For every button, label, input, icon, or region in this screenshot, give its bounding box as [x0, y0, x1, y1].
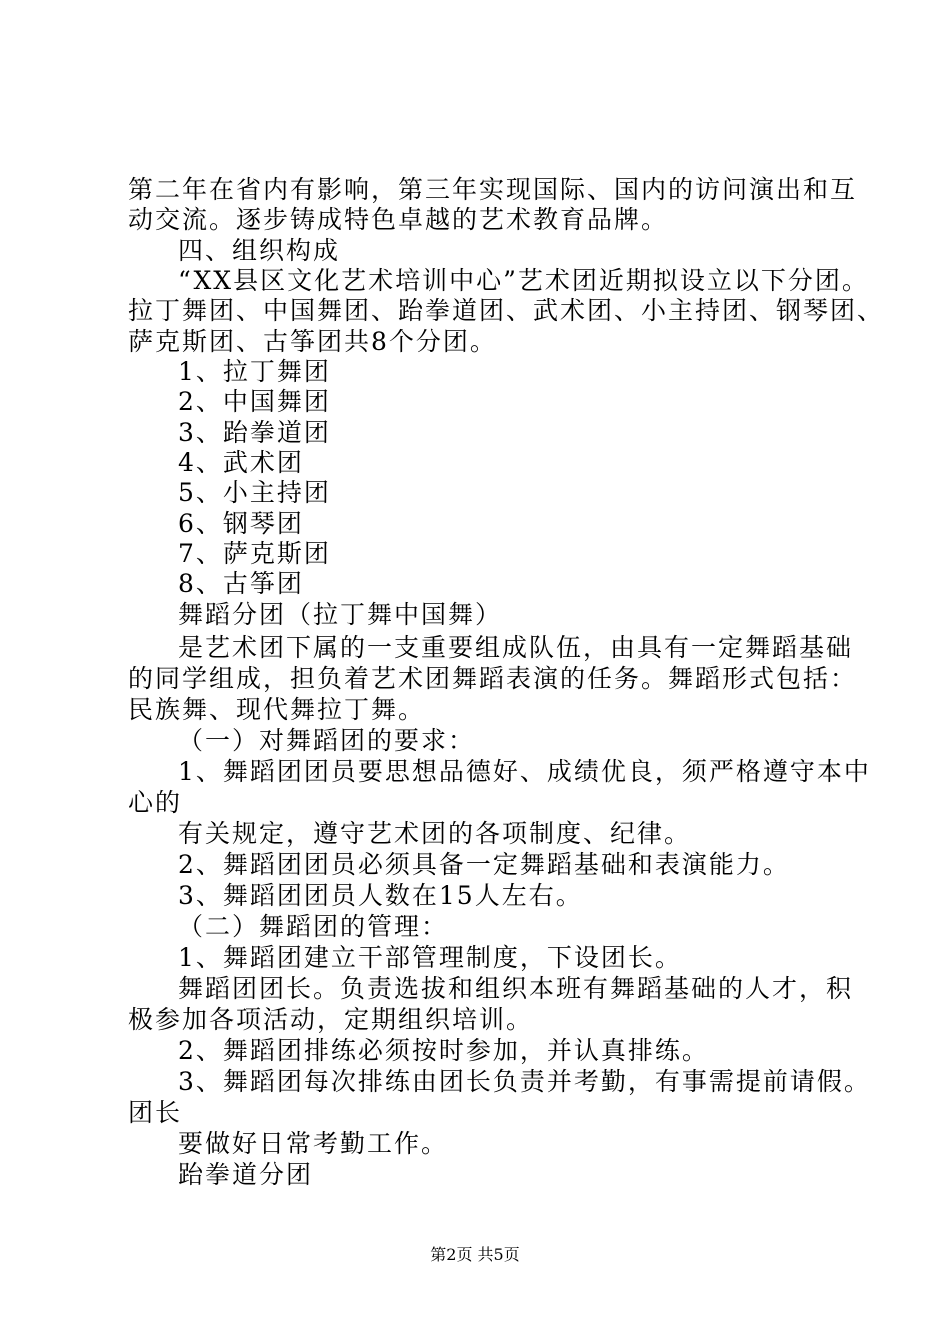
subsection-heading: （一）对舞蹈团的要求：	[178, 726, 476, 755]
text-line: 团长	[128, 1098, 183, 1127]
subsection-heading: 跆拳道分团	[178, 1160, 314, 1189]
text-line: 动交流。逐步铸成特色卓越的艺术教育品牌。	[128, 205, 669, 234]
text-line: 有关规定，遵守艺术团的各项制度、纪律。	[178, 819, 692, 848]
text-line: 3、舞蹈团团员人数在15人左右。	[178, 881, 583, 910]
list-item: 3、跆拳道团	[178, 418, 331, 447]
text-line: 拉丁舞团、中国舞团、跆拳道团、武术团、小主持团、钢琴团、	[128, 296, 885, 325]
list-item: 2、中国舞团	[178, 387, 331, 416]
subsection-heading: 舞蹈分团（拉丁舞中国舞）	[178, 600, 503, 629]
list-item: 4、武术团	[178, 448, 304, 477]
list-item: 8、古筝团	[178, 569, 304, 598]
text-line: 要做好日常考勤工作。	[178, 1129, 449, 1158]
text-line: 3、舞蹈团每次排练由团长负责并考勤，有事需提前请假。	[178, 1067, 871, 1096]
list-item: 1、拉丁舞团	[178, 357, 331, 386]
text-line: 萨克斯团、古筝团共8个分团。	[128, 327, 497, 356]
text-line: “XX县区文化艺术培训中心”艺术团近期拟设立以下分团。	[178, 266, 869, 295]
page-number-footer: 第2页 共5页	[430, 1245, 520, 1264]
list-item: 7、萨克斯团	[178, 539, 331, 568]
text-line: 第二年在省内有影响，第三年实现国际、国内的访问演出和互	[128, 175, 858, 204]
list-item: 5、小主持团	[178, 478, 331, 507]
text-line: 1、舞蹈团团员要思想品德好、成绩优良，须严格遵守本中	[178, 757, 871, 786]
text-line: 舞蹈团团长。负责选拔和组织本班有舞蹈基础的人才，积	[178, 974, 854, 1003]
text-line: 是艺术团下属的一支重要组成队伍，由具有一定舞蹈基础	[178, 633, 854, 662]
text-line: 2、舞蹈团团员必须具备一定舞蹈基础和表演能力。	[178, 850, 790, 879]
text-line: 民族舞、现代舞拉丁舞。	[128, 695, 426, 724]
list-item: 6、钢琴团	[178, 509, 304, 538]
section-heading: 四、组织构成	[178, 236, 341, 265]
text-line: 2、舞蹈团排练必须按时参加，并认真排练。	[178, 1036, 709, 1065]
text-line: 的同学组成，担负着艺术团舞蹈表演的任务。舞蹈形式包括：	[128, 664, 858, 693]
subsection-heading: （二）舞蹈团的管理：	[178, 912, 449, 941]
text-line: 1、舞蹈团建立干部管理制度，下设团长。	[178, 943, 682, 972]
text-line: 极参加各项活动，定期组织培训。	[128, 1005, 534, 1034]
text-line: 心的	[128, 788, 183, 817]
